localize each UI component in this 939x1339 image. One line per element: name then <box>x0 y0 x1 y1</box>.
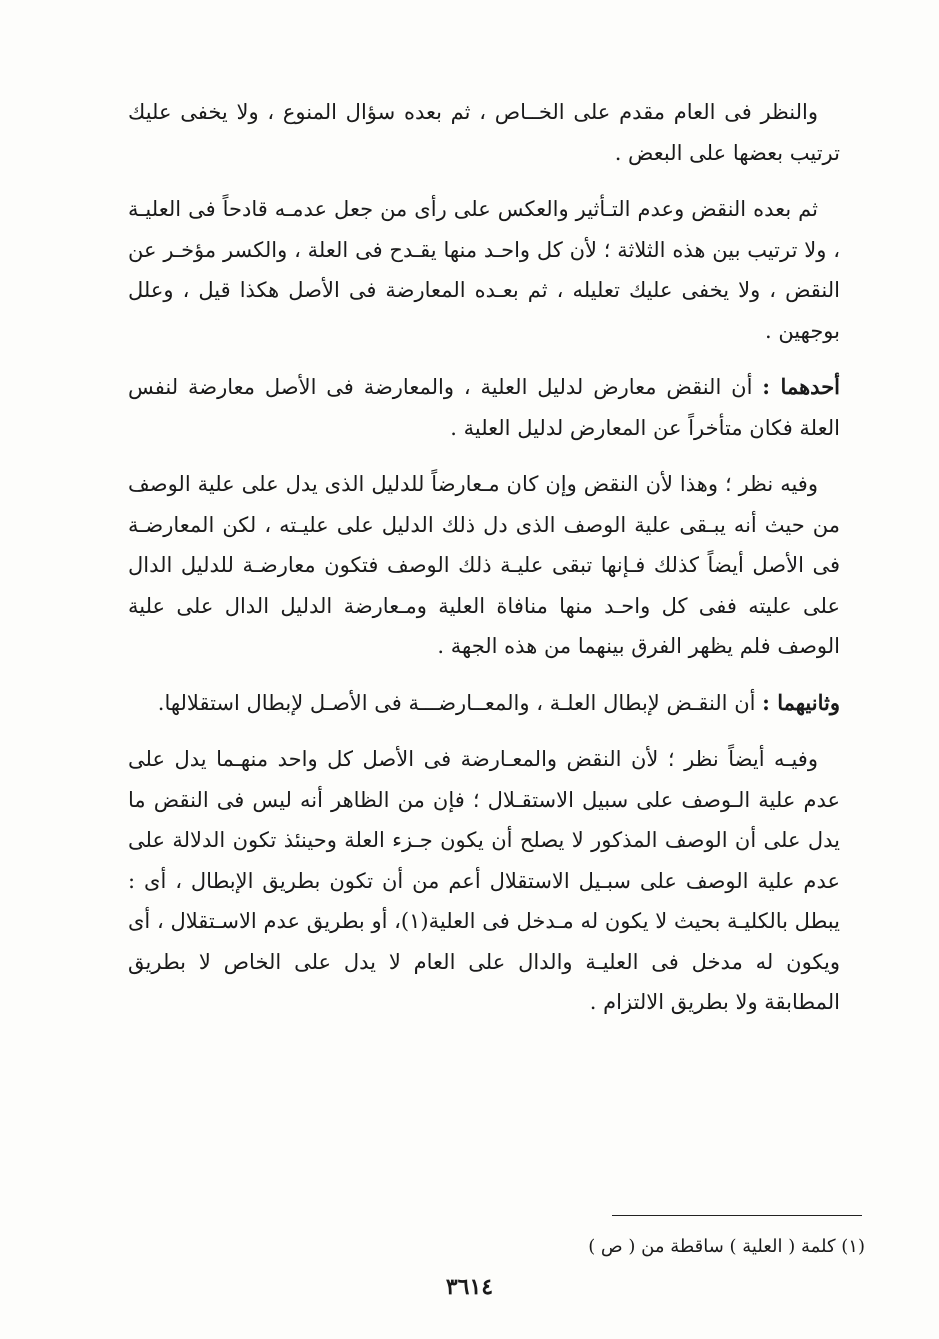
page-number: ٣٦١٤ <box>445 1274 494 1300</box>
footnote-divider <box>612 1215 862 1216</box>
paragraph-5 <box>128 683 840 724</box>
paragraph-lead: أحدهما : <box>762 374 841 399</box>
paragraph-text: وفيه نظر ؛ وهذا لأن النقض وإن كان مـعارضاً للدليل الذى يدل على علية الوصف من حيث أنه يبـقى علية الوصف الذى دل ذلك الدليل على عليـته ، لكن المعارضـة فى الأصل أيضاً كذلك فـإنها تبقى عليـة ذلك الوصف فتكون معارضـة للدليل الدال على عليته ففى كل واحـد منها منافاة العلية ومـعارضة الدليل الدال على علية الوصف فلم يظهر الفرق بينهما من هذه الجهة . <box>128 472 840 658</box>
paragraph-text: والنظر فى العام مقدم على الخــاص ، ثم بعده سؤال المنوع ، ولا يخفى عليك ترتيب بعضها على البعض . <box>128 100 840 165</box>
paragraph-6 <box>128 739 840 1023</box>
paragraph-3 <box>128 367 840 448</box>
body-text <box>128 92 840 1039</box>
paragraph-text: أن النقض معارض لدليل العلية ، والمعارضة فى الأصل معارضة لنفس العلة فكان متأخراً عن المعارض لدليل العلية . <box>128 375 840 440</box>
paragraph-4 <box>128 464 840 667</box>
paragraph-lead: وثانيهما : <box>762 689 840 715</box>
footnote: (١) كلمة ( العلية ) ساقطة من ( ص ) <box>588 1236 865 1257</box>
paragraph-2 <box>128 189 840 351</box>
paragraph-text: وفيـه أيضاً نظر ؛ لأن النقض والمعـارضة فى الأصل كل واحد منهـما يدل على عدم علية الـوصف على سبيل الاستقـلال ؛ فإن من الظاهر أنه ليس فى النقض ما يدل على أن الوصف المذكور لا يصلح أن يكون جـزء العلة وحينئذ تكون الدلالة على عدم علية الوصف على سبـيل الاستقلال أعم من أن تكون بطريق الإبطال ، أى : يبطل بالكليـة بحيث لا يكون له مـدخل فى العلية(١)، أو بطريق عدم الاسـتقلال ، أى ويكون له مدخل فى العليـة والدال على العام لا يدل على الخاص لا بطريق المطابقة ولا بطريق الالتزام . <box>128 747 840 1014</box>
paragraph-text: ثم بعده النقض وعدم التـأثير والعكس على رأى من جعل عدمـه قادحاً فى العليـة ، ولا ترتيب بين هذه الثلاثة ؛ لأن كل واحـد منها يقـدح فى العلة ، والكسر مؤخـر عن النقض ، ولا يخفى عليك تعليله ، ثم بعـده المعارضة فى الأصل هكذا قيل ، وعلل بوجهين . <box>128 197 840 343</box>
paragraph-text: أن النقـض لإبطال العلـة ، والمعــارضـــة فى الأصـل لإبطال استقلالها. <box>157 690 763 715</box>
paragraph-1 <box>128 92 840 173</box>
